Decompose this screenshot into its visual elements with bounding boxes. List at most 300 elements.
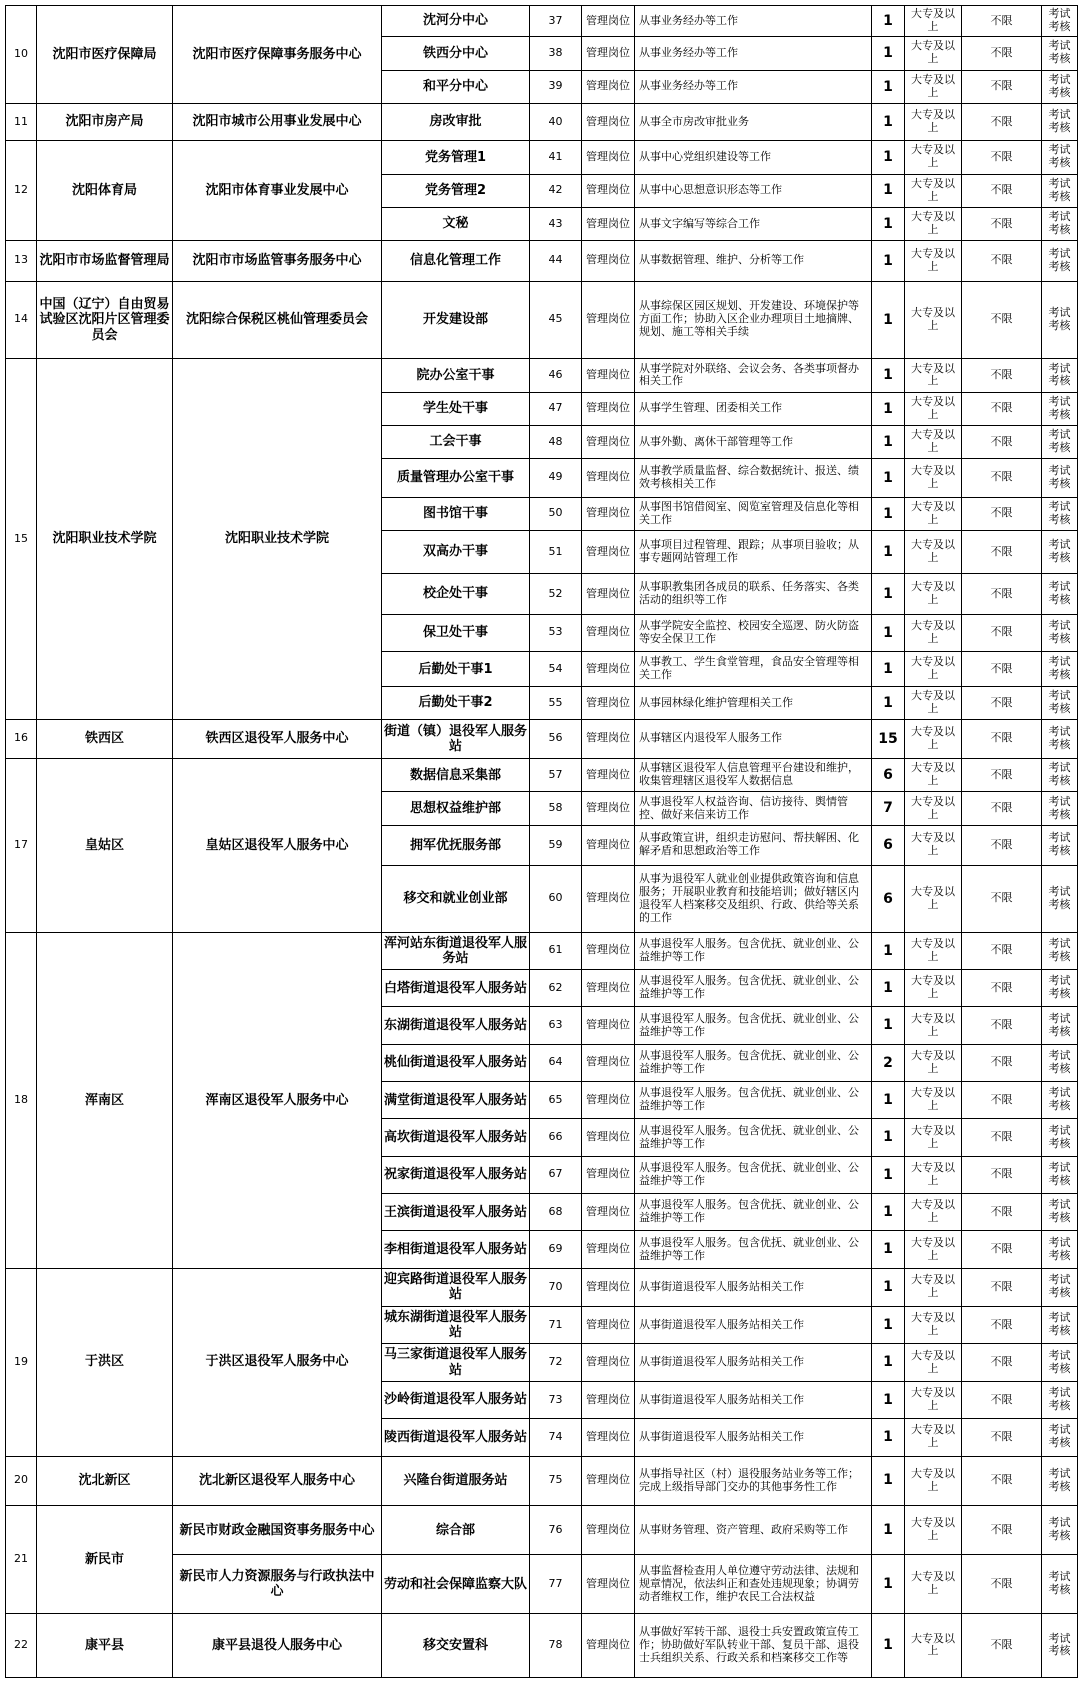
- headcount-cell: 1: [872, 392, 905, 425]
- position-name-cell: 李相街道退役军人服务站: [382, 1231, 530, 1268]
- position-desc-cell: 从事退役军人服务。包含优抚、就业创业、公益维护等工作: [635, 932, 872, 969]
- education-cell: 大专及以上: [905, 1555, 962, 1614]
- position-type-cell: 管理岗位: [582, 1231, 635, 1268]
- headcount-cell: 1: [872, 687, 905, 719]
- education-cell: 大专及以上: [905, 932, 962, 969]
- method-cell: 考试考核: [1042, 866, 1078, 933]
- position-desc-cell: 从事退役军人服务。包含优抚、就业创业、公益维护等工作: [635, 1231, 872, 1268]
- position-type-cell: 管理岗位: [582, 759, 635, 792]
- position-type-cell: 管理岗位: [582, 1456, 635, 1505]
- education-cell: 大专及以上: [905, 1119, 962, 1156]
- position-code-cell: 51: [530, 530, 582, 573]
- position-type-cell: 管理岗位: [582, 6, 635, 37]
- position-code-cell: 58: [530, 792, 582, 825]
- position-name-cell: 后勤处干事2: [382, 687, 530, 719]
- major-cell: 不限: [962, 1231, 1042, 1268]
- unit-cell: 新民市: [37, 1505, 173, 1613]
- position-desc-cell: 从事学生管理、团委相关工作: [635, 392, 872, 425]
- position-name-cell: 工会干事: [382, 425, 530, 458]
- education-cell: 大专及以上: [905, 1156, 962, 1193]
- headcount-cell: 1: [872, 1156, 905, 1193]
- headcount-cell: 15: [872, 719, 905, 758]
- method-cell: 考试考核: [1042, 825, 1078, 865]
- method-cell: 考试考核: [1042, 1194, 1078, 1231]
- major-cell: 不限: [962, 6, 1042, 37]
- method-cell: 考试考核: [1042, 1344, 1078, 1381]
- method-cell: 考试考核: [1042, 792, 1078, 825]
- method-cell: 考试考核: [1042, 1456, 1078, 1505]
- position-desc-cell: 从事街道退役军人服务站相关工作: [635, 1344, 872, 1381]
- method-cell: 考试考核: [1042, 392, 1078, 425]
- position-type-cell: 管理岗位: [582, 970, 635, 1007]
- position-desc-cell: 从事图书馆借阅室、阅览室管理及信息化等相关工作: [635, 497, 872, 530]
- method-cell: 考试考核: [1042, 1268, 1078, 1306]
- major-cell: 不限: [962, 574, 1042, 614]
- position-desc-cell: 从事街道退役军人服务站相关工作: [635, 1307, 872, 1344]
- position-code-cell: 76: [530, 1505, 582, 1554]
- education-cell: 大专及以上: [905, 1231, 962, 1268]
- position-desc-cell: 从事退役军人服务。包含优抚、就业创业、公益维护等工作: [635, 1007, 872, 1044]
- major-cell: 不限: [962, 1194, 1042, 1231]
- department-cell: 康平县退役人服务中心: [173, 1613, 382, 1677]
- row-seq-cell: 13: [6, 241, 37, 281]
- method-cell: 考试考核: [1042, 141, 1078, 174]
- major-cell: 不限: [962, 932, 1042, 969]
- position-type-cell: 管理岗位: [582, 1194, 635, 1231]
- position-type-cell: 管理岗位: [582, 497, 635, 530]
- position-code-cell: 45: [530, 281, 582, 359]
- education-cell: 大专及以上: [905, 866, 962, 933]
- headcount-cell: 1: [872, 1613, 905, 1677]
- major-cell: 不限: [962, 614, 1042, 651]
- position-desc-cell: 从事学院对外联络、会议会务、各类事项督办相关工作: [635, 359, 872, 392]
- major-cell: 不限: [962, 1505, 1042, 1554]
- education-cell: 大专及以上: [905, 652, 962, 687]
- position-name-cell: 拥军优抚服务部: [382, 825, 530, 865]
- position-desc-cell: 从事业务经办等工作: [635, 6, 872, 37]
- position-desc-cell: 从事退役军人服务。包含优抚、就业创业、公益维护等工作: [635, 1082, 872, 1119]
- headcount-cell: 1: [872, 1082, 905, 1119]
- position-type-cell: 管理岗位: [582, 281, 635, 359]
- position-code-cell: 54: [530, 652, 582, 687]
- method-cell: 考试考核: [1042, 1231, 1078, 1268]
- position-desc-cell: 从事数据管理、维护、分析等工作: [635, 241, 872, 281]
- position-name-cell: 文秘: [382, 207, 530, 240]
- position-name-cell: 房改审批: [382, 103, 530, 140]
- table-row: [6, 1456, 1078, 1505]
- education-cell: 大专及以上: [905, 70, 962, 103]
- major-cell: 不限: [962, 392, 1042, 425]
- position-type-cell: 管理岗位: [582, 1419, 635, 1456]
- education-cell: 大专及以上: [905, 1082, 962, 1119]
- position-type-cell: 管理岗位: [582, 392, 635, 425]
- method-cell: 考试考核: [1042, 37, 1078, 70]
- position-name-cell: 王滨街道退役军人服务站: [382, 1194, 530, 1231]
- method-cell: 考试考核: [1042, 530, 1078, 573]
- unit-cell: 沈阳体育局: [37, 141, 173, 241]
- method-cell: 考试考核: [1042, 281, 1078, 359]
- headcount-cell: 6: [872, 759, 905, 792]
- method-cell: 考试考核: [1042, 103, 1078, 140]
- education-cell: 大专及以上: [905, 719, 962, 758]
- position-code-cell: 48: [530, 425, 582, 458]
- table-row: [6, 241, 1078, 281]
- position-code-cell: 59: [530, 825, 582, 865]
- method-cell: 考试考核: [1042, 932, 1078, 969]
- major-cell: 不限: [962, 530, 1042, 573]
- position-code-cell: 64: [530, 1044, 582, 1081]
- row-seq-cell: 17: [6, 759, 37, 933]
- position-type-cell: 管理岗位: [582, 719, 635, 758]
- headcount-cell: 1: [872, 614, 905, 651]
- position-desc-cell: 从事全市房改审批业务: [635, 103, 872, 140]
- headcount-cell: 1: [872, 103, 905, 140]
- education-cell: 大专及以上: [905, 1381, 962, 1418]
- position-name-cell: 数据信息采集部: [382, 759, 530, 792]
- education-cell: 大专及以上: [905, 1505, 962, 1554]
- headcount-cell: 1: [872, 425, 905, 458]
- headcount-cell: 7: [872, 792, 905, 825]
- position-type-cell: 管理岗位: [582, 1119, 635, 1156]
- method-cell: 考试考核: [1042, 574, 1078, 614]
- major-cell: 不限: [962, 70, 1042, 103]
- education-cell: 大专及以上: [905, 392, 962, 425]
- position-code-cell: 40: [530, 103, 582, 140]
- position-desc-cell: 从事业务经办等工作: [635, 37, 872, 70]
- department-cell: 沈阳职业技术学院: [173, 359, 382, 719]
- position-name-cell: 院办公室干事: [382, 359, 530, 392]
- unit-cell: 浑南区: [37, 932, 173, 1268]
- method-cell: 考试考核: [1042, 970, 1078, 1007]
- position-code-cell: 44: [530, 241, 582, 281]
- position-desc-cell: 从事辖区退役军人信息管理平台建设和维护，收集管理辖区退役军人数据信息: [635, 759, 872, 792]
- method-cell: 考试考核: [1042, 359, 1078, 392]
- unit-cell: 康平县: [37, 1613, 173, 1677]
- headcount-cell: 1: [872, 1505, 905, 1554]
- education-cell: 大专及以上: [905, 174, 962, 207]
- position-name-cell: 思想权益维护部: [382, 792, 530, 825]
- position-type-cell: 管理岗位: [582, 1505, 635, 1554]
- position-desc-cell: 从事综保区园区规划、开发建设、环境保护等方面工作；协助入区企业办理项目土地摘牌、规划、施工等相关手续: [635, 281, 872, 359]
- position-desc-cell: 从事退役军人服务。包含优抚、就业创业、公益维护等工作: [635, 1044, 872, 1081]
- method-cell: 考试考核: [1042, 207, 1078, 240]
- headcount-cell: 1: [872, 241, 905, 281]
- position-type-cell: 管理岗位: [582, 1555, 635, 1614]
- position-type-cell: 管理岗位: [582, 37, 635, 70]
- method-cell: 考试考核: [1042, 6, 1078, 37]
- department-cell: 于洪区退役军人服务中心: [173, 1268, 382, 1456]
- position-type-cell: 管理岗位: [582, 652, 635, 687]
- position-desc-cell: 从事文字编写等综合工作: [635, 207, 872, 240]
- headcount-cell: 6: [872, 866, 905, 933]
- position-name-cell: 图书馆干事: [382, 497, 530, 530]
- table-row: [6, 932, 1078, 969]
- major-cell: 不限: [962, 281, 1042, 359]
- position-code-cell: 74: [530, 1419, 582, 1456]
- major-cell: 不限: [962, 1419, 1042, 1456]
- table-row: [6, 1613, 1078, 1677]
- position-type-cell: 管理岗位: [582, 1268, 635, 1306]
- position-desc-cell: 从事中心党组织建设等工作: [635, 141, 872, 174]
- method-cell: 考试考核: [1042, 1381, 1078, 1418]
- unit-cell: 沈阳市房产局: [37, 103, 173, 140]
- position-type-cell: 管理岗位: [582, 241, 635, 281]
- position-code-cell: 43: [530, 207, 582, 240]
- position-code-cell: 77: [530, 1555, 582, 1614]
- position-code-cell: 50: [530, 497, 582, 530]
- table-row: [6, 719, 1078, 758]
- major-cell: 不限: [962, 207, 1042, 240]
- position-desc-cell: 从事街道退役军人服务站相关工作: [635, 1419, 872, 1456]
- headcount-cell: 1: [872, 6, 905, 37]
- position-name-cell: 移交和就业创业部: [382, 866, 530, 933]
- position-type-cell: 管理岗位: [582, 1007, 635, 1044]
- table-row: [6, 359, 1078, 392]
- headcount-cell: 1: [872, 1231, 905, 1268]
- row-seq-cell: 11: [6, 103, 37, 140]
- major-cell: 不限: [962, 1344, 1042, 1381]
- position-desc-cell: 从事退役军人服务。包含优抚、就业创业、公益维护等工作: [635, 1194, 872, 1231]
- position-desc-cell: 从事职教集团各成员的联系、任务落实、各类活动的组织等工作: [635, 574, 872, 614]
- method-cell: 考试考核: [1042, 174, 1078, 207]
- position-name-cell: 迎宾路街道退役军人服务站: [382, 1268, 530, 1306]
- major-cell: 不限: [962, 719, 1042, 758]
- education-cell: 大专及以上: [905, 1307, 962, 1344]
- major-cell: 不限: [962, 1307, 1042, 1344]
- position-type-cell: 管理岗位: [582, 614, 635, 651]
- method-cell: 考试考核: [1042, 1613, 1078, 1677]
- major-cell: 不限: [962, 1119, 1042, 1156]
- position-code-cell: 52: [530, 574, 582, 614]
- education-cell: 大专及以上: [905, 497, 962, 530]
- position-desc-cell: 从事外勤、离休干部管理等工作: [635, 425, 872, 458]
- headcount-cell: 1: [872, 141, 905, 174]
- position-name-cell: 祝家街道退役军人服务站: [382, 1156, 530, 1193]
- position-code-cell: 57: [530, 759, 582, 792]
- position-name-cell: 开发建设部: [382, 281, 530, 359]
- major-cell: 不限: [962, 1456, 1042, 1505]
- headcount-cell: 1: [872, 1007, 905, 1044]
- position-name-cell: 高坎街道退役军人服务站: [382, 1119, 530, 1156]
- department-cell: 沈北新区退役军人服务中心: [173, 1456, 382, 1505]
- major-cell: 不限: [962, 1044, 1042, 1081]
- method-cell: 考试考核: [1042, 1119, 1078, 1156]
- position-code-cell: 39: [530, 70, 582, 103]
- education-cell: 大专及以上: [905, 759, 962, 792]
- method-cell: 考试考核: [1042, 1156, 1078, 1193]
- position-code-cell: 49: [530, 459, 582, 497]
- education-cell: 大专及以上: [905, 970, 962, 1007]
- position-name-cell: 浑河站东街道退役军人服务站: [382, 932, 530, 969]
- education-cell: 大专及以上: [905, 1007, 962, 1044]
- position-code-cell: 60: [530, 866, 582, 933]
- method-cell: 考试考核: [1042, 687, 1078, 719]
- unit-cell: 沈阳市医疗保障局: [37, 6, 173, 104]
- method-cell: 考试考核: [1042, 70, 1078, 103]
- major-cell: 不限: [962, 37, 1042, 70]
- education-cell: 大专及以上: [905, 103, 962, 140]
- headcount-cell: 1: [872, 174, 905, 207]
- education-cell: 大专及以上: [905, 1419, 962, 1456]
- position-name-cell: 党务管理1: [382, 141, 530, 174]
- headcount-cell: 1: [872, 281, 905, 359]
- department-cell: 新民市财政金融国资事务服务中心: [173, 1505, 382, 1554]
- position-name-cell: 兴隆台街道服务站: [382, 1456, 530, 1505]
- method-cell: 考试考核: [1042, 459, 1078, 497]
- position-type-cell: 管理岗位: [582, 174, 635, 207]
- education-cell: 大专及以上: [905, 1344, 962, 1381]
- position-code-cell: 62: [530, 970, 582, 1007]
- row-seq-cell: 14: [6, 281, 37, 359]
- row-seq-cell: 15: [6, 359, 37, 719]
- education-cell: 大专及以上: [905, 687, 962, 719]
- position-desc-cell: 从事街道退役军人服务站相关工作: [635, 1381, 872, 1418]
- position-code-cell: 46: [530, 359, 582, 392]
- position-desc-cell: 从事做好军转干部、退役士兵安置政策宣传工作；协助做好军队转业干部、复员干部、退役士兵组织关系、行政关系和档案移交工作等: [635, 1613, 872, 1677]
- headcount-cell: 1: [872, 1119, 905, 1156]
- position-desc-cell: 从事为退役军人就业创业提供政策咨询和信息服务；开展职业教育和技能培训；做好辖区内退役军人档案移交及组织、行政、供给等关系的工作: [635, 866, 872, 933]
- major-cell: 不限: [962, 792, 1042, 825]
- major-cell: 不限: [962, 1555, 1042, 1614]
- position-type-cell: 管理岗位: [582, 207, 635, 240]
- major-cell: 不限: [962, 174, 1042, 207]
- department-cell: 皇姑区退役军人服务中心: [173, 759, 382, 933]
- position-code-cell: 73: [530, 1381, 582, 1418]
- position-name-cell: 保卫处干事: [382, 614, 530, 651]
- headcount-cell: 1: [872, 574, 905, 614]
- position-desc-cell: 从事退役军人权益咨询、信访接待、舆情管控、做好来信来访工作: [635, 792, 872, 825]
- education-cell: 大专及以上: [905, 6, 962, 37]
- row-seq-cell: 19: [6, 1268, 37, 1456]
- department-cell: 沈阳市医疗保障事务服务中心: [173, 6, 382, 104]
- headcount-cell: 1: [872, 1307, 905, 1344]
- position-desc-cell: 从事中心思想意识形态等工作: [635, 174, 872, 207]
- position-name-cell: 白塔街道退役军人服务站: [382, 970, 530, 1007]
- position-name-cell: 满堂街道退役军人服务站: [382, 1082, 530, 1119]
- position-code-cell: 70: [530, 1268, 582, 1306]
- position-name-cell: 陵西街道退役军人服务站: [382, 1419, 530, 1456]
- unit-cell: 皇姑区: [37, 759, 173, 933]
- method-cell: 考试考核: [1042, 759, 1078, 792]
- method-cell: 考试考核: [1042, 614, 1078, 651]
- unit-cell: 铁西区: [37, 719, 173, 758]
- position-desc-cell: 从事学院安全监控、校园安全巡逻、防火防盗等安全保卫工作: [635, 614, 872, 651]
- row-seq-cell: 20: [6, 1456, 37, 1505]
- position-code-cell: 41: [530, 141, 582, 174]
- position-desc-cell: 从事园林绿化维护管理相关工作: [635, 687, 872, 719]
- position-name-cell: 和平分中心: [382, 70, 530, 103]
- position-type-cell: 管理岗位: [582, 1044, 635, 1081]
- headcount-cell: 1: [872, 652, 905, 687]
- position-type-cell: 管理岗位: [582, 459, 635, 497]
- major-cell: 不限: [962, 425, 1042, 458]
- position-desc-cell: 从事街道退役军人服务站相关工作: [635, 1268, 872, 1306]
- position-name-cell: 移交安置科: [382, 1613, 530, 1677]
- education-cell: 大专及以上: [905, 614, 962, 651]
- position-name-cell: 桃仙街道退役军人服务站: [382, 1044, 530, 1081]
- headcount-cell: 1: [872, 459, 905, 497]
- position-code-cell: 67: [530, 1156, 582, 1193]
- major-cell: 不限: [962, 1613, 1042, 1677]
- headcount-cell: 1: [872, 970, 905, 1007]
- table-row: [6, 1505, 1078, 1554]
- position-code-cell: 53: [530, 614, 582, 651]
- position-code-cell: 68: [530, 1194, 582, 1231]
- table-row: [6, 281, 1078, 359]
- position-code-cell: 71: [530, 1307, 582, 1344]
- education-cell: 大专及以上: [905, 281, 962, 359]
- major-cell: 不限: [962, 359, 1042, 392]
- method-cell: 考试考核: [1042, 1505, 1078, 1554]
- position-type-cell: 管理岗位: [582, 70, 635, 103]
- headcount-cell: 1: [872, 37, 905, 70]
- method-cell: 考试考核: [1042, 652, 1078, 687]
- position-desc-cell: 从事政策宣讲，组织走访慰问、帮扶解困、化解矛盾和思想政治等工作: [635, 825, 872, 865]
- department-cell: 铁西区退役军人服务中心: [173, 719, 382, 758]
- position-type-cell: 管理岗位: [582, 1156, 635, 1193]
- method-cell: 考试考核: [1042, 1044, 1078, 1081]
- position-name-cell: 铁西分中心: [382, 37, 530, 70]
- position-name-cell: 马三家街道退役军人服务站: [382, 1344, 530, 1381]
- major-cell: 不限: [962, 1381, 1042, 1418]
- department-cell: 沈阳综合保税区桃仙管理委员会: [173, 281, 382, 359]
- method-cell: 考试考核: [1042, 241, 1078, 281]
- headcount-cell: 1: [872, 359, 905, 392]
- recruitment-table: [5, 5, 1078, 1678]
- method-cell: 考试考核: [1042, 719, 1078, 758]
- position-code-cell: 61: [530, 932, 582, 969]
- position-desc-cell: 从事退役军人服务。包含优抚、就业创业、公益维护等工作: [635, 970, 872, 1007]
- position-name-cell: 沙岭街道退役军人服务站: [382, 1381, 530, 1418]
- position-type-cell: 管理岗位: [582, 687, 635, 719]
- position-name-cell: 校企处干事: [382, 574, 530, 614]
- position-type-cell: 管理岗位: [582, 359, 635, 392]
- method-cell: 考试考核: [1042, 425, 1078, 458]
- headcount-cell: 1: [872, 497, 905, 530]
- education-cell: 大专及以上: [905, 1268, 962, 1306]
- education-cell: 大专及以上: [905, 1613, 962, 1677]
- unit-cell: 中国（辽宁）自由贸易试验区沈阳片区管理委员会: [37, 281, 173, 359]
- position-name-cell: 东湖街道退役军人服务站: [382, 1007, 530, 1044]
- position-desc-cell: 从事监督检查用人单位遵守劳动法律、法规和规章情况，依法纠正和查处违规现象；协调劳动者维权工作，维护农民工合法权益: [635, 1555, 872, 1614]
- position-code-cell: 42: [530, 174, 582, 207]
- position-type-cell: 管理岗位: [582, 1613, 635, 1677]
- position-code-cell: 69: [530, 1231, 582, 1268]
- education-cell: 大专及以上: [905, 792, 962, 825]
- education-cell: 大专及以上: [905, 207, 962, 240]
- position-desc-cell: 从事教工、学生食堂管理，食品安全管理等相关工作: [635, 652, 872, 687]
- table-row: [6, 6, 1078, 37]
- position-code-cell: 65: [530, 1082, 582, 1119]
- position-code-cell: 66: [530, 1119, 582, 1156]
- method-cell: 考试考核: [1042, 497, 1078, 530]
- position-desc-cell: 从事退役军人服务。包含优抚、就业创业、公益维护等工作: [635, 1119, 872, 1156]
- education-cell: 大专及以上: [905, 1456, 962, 1505]
- position-name-cell: 学生处干事: [382, 392, 530, 425]
- education-cell: 大专及以上: [905, 574, 962, 614]
- headcount-cell: 1: [872, 1419, 905, 1456]
- major-cell: 不限: [962, 1156, 1042, 1193]
- position-desc-cell: 从事指导社区（村）退役服务站业务等工作；完成上级指导部门交办的其他事务性工作: [635, 1456, 872, 1505]
- position-code-cell: 72: [530, 1344, 582, 1381]
- department-cell: 沈阳市体育事业发展中心: [173, 141, 382, 241]
- education-cell: 大专及以上: [905, 37, 962, 70]
- position-type-cell: 管理岗位: [582, 1307, 635, 1344]
- position-code-cell: 63: [530, 1007, 582, 1044]
- position-code-cell: 47: [530, 392, 582, 425]
- headcount-cell: 1: [872, 1381, 905, 1418]
- education-cell: 大专及以上: [905, 141, 962, 174]
